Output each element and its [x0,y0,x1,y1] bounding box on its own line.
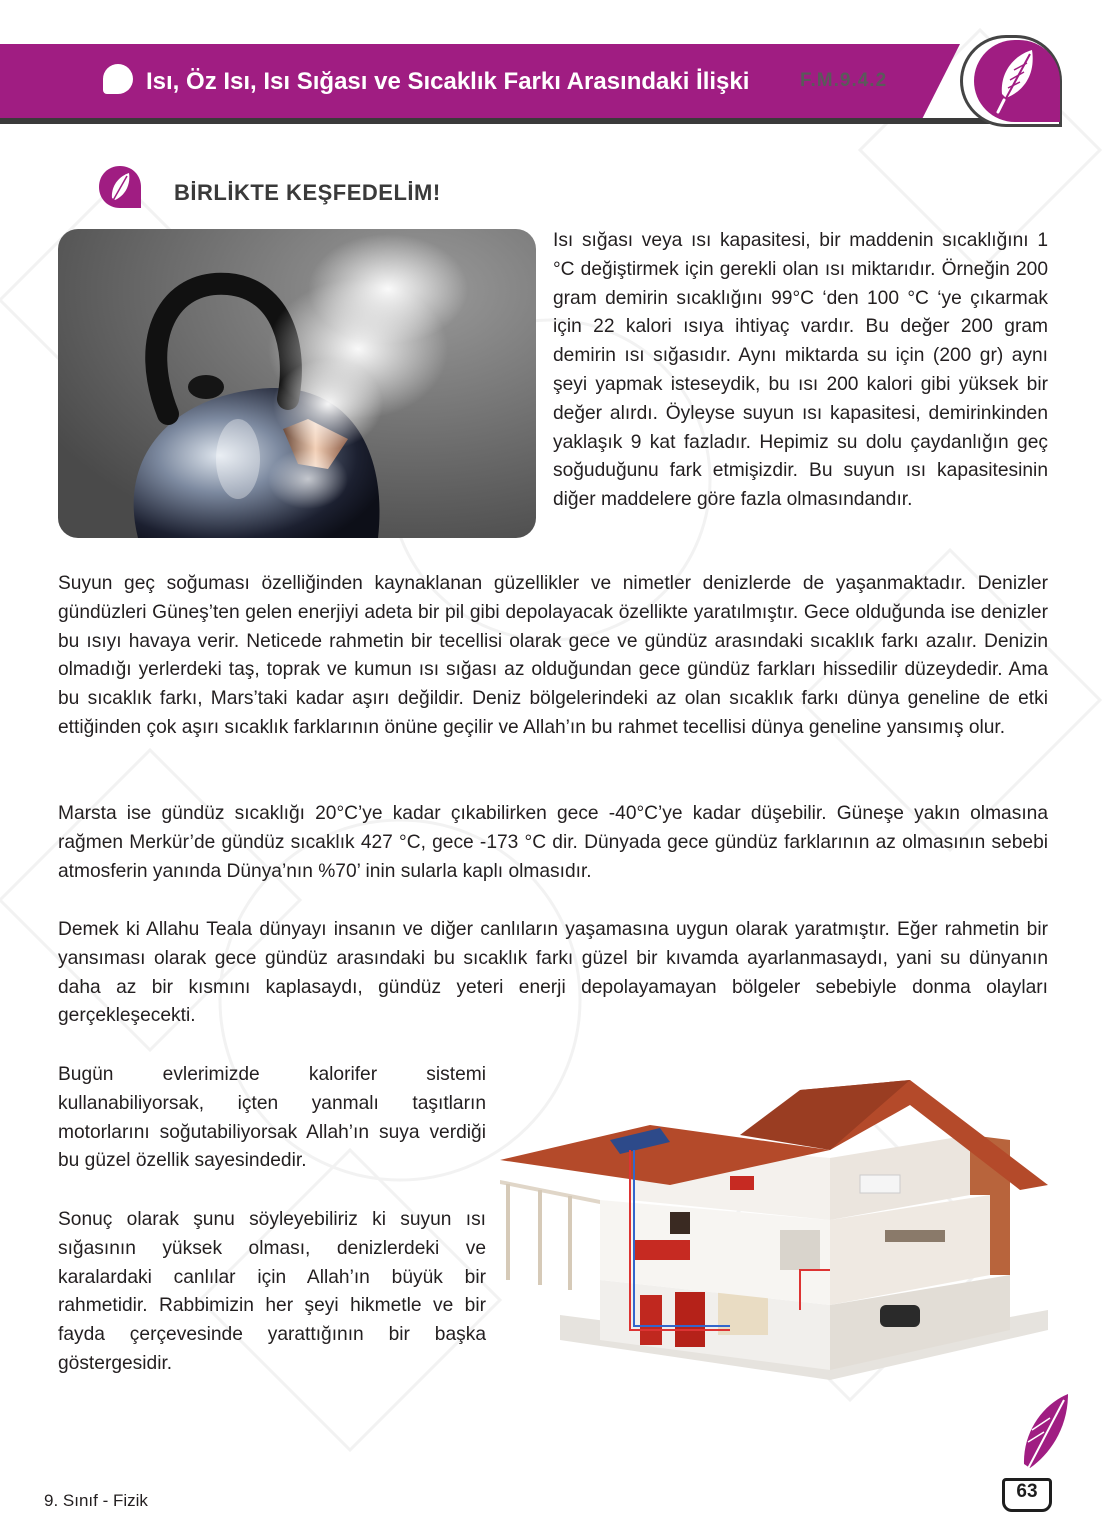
section-title: BİRLİKTE KEŞFEDELİM! [174,180,441,205]
course-label: 9. Sınıf - Fizik [44,1491,148,1510]
header-bullet-icon [103,64,133,94]
header-underline [0,118,1060,124]
page-number: 63 [1016,1481,1038,1502]
quill-feather-icon [992,48,1044,114]
steaming-kettle-image [58,229,536,538]
page-title: Isı, Öz Isı, Isı Sığası ve Sıcaklık Farkı Arasındaki İlişki [146,68,750,95]
paragraph-mars-mercury: Marsta ise gündüz sıcaklığı 20°C’ye kadar çıkabilirken gece -40°C’ye kadar düşebilir. Güneşe yakın olmasına rağmen Merkür’de gündüz sıcaklık 427 °C, gece -173 °C dir. Dünyada gece gündüz farklarının az olmasının sebebi atmosferin yanında Dünya’nın %70’ inin sularla kaplı olmasıdır. [58,803,1048,882]
paragraph-conclusion: Sonuç olarak şunu söyleyebiliriz ki suyun ısı sığasının yüksek olması, denizlerdeki ve karalardaki canlılar için Allah’ın büyük bir rahmetidir. Rabbimizin her şeyi hikmetle ve bir fayda çerçevesinde yarattığının bir başka göstergesidir. [58,1209,486,1374]
feather-icon [97,164,143,210]
curriculum-code: F.M.9.4.2 [800,70,888,91]
paragraph-seas: Suyun geç soğuması özelliğinden kaynaklanan güzellikler ve nimetler denizlerde de yaşanmaktadır. Denizler gündüzleri Güneş’ten gelen enerjiyi adeta bir pil gibi depolayacak özellikte yaratılmıştır. Gece olduğunda ise denizler bu ısıyı havaya verir. Neticede rahmetin bir tecellisi olarak gece ve gündüz arasındaki sıcaklık farkı azalır. Denizin olmadığı yerlerdeki taş, toprak ve kumun ısı sığası az olduğundan gece gündüz farkları hissedilir düzeydedir. Ama bu sıcaklık farkı, Mars’taki kadar aşırı değildir. Deniz bölgelerindeki az olan sıcaklık farkı dünya geneline de etki ettiğinden çok aşırı sıcaklık farklarının önüne geçilir ve Allah’ın bu rahmet tecellisi dünya geneline yansımış olur. [58,573,1048,738]
intro-paragraph: Isı sığası veya ısı kapasitesi, bir maddenin sıcaklığını 1 °C değiştirmek için gerekli olan ısı miktarıdır. Örneğin 200 gram demirin sıcaklığını 99°C ‘den 100 °C ‘ye çıkarmak için 22 kalori ısıya ihtiyaç vardır. Bu değer 200 gram demirin ısı sığasıdır. Aynı miktarda su için (200 gr) aynı şeyi yapmak isteseydik, bu ısı 200 kalori gibi yüksek bir değer alırdı. Öyleyse suyun ısı kapasitesi, demirinkinden yaklaşık 9 kat fazladır. Hepimiz su dolu çaydanlığın geç soğuduğunu fark etmişizdir. Bu suyun ısı kapasitesinin diğer maddelere göre fazla olmasındandır. [553,230,1048,511]
paragraph-heating: Bugün evlerimizde kalorifer sistemi kullanabiliyorsak, içten yanmalı taşıtların motorlarını soğutabiliyorsak Allah’ın suya verdiği bu güzel özellik sayesindedir. [58,1064,486,1172]
house-heating-cutaway-image [500,1080,1048,1390]
paragraph-creation: Demek ki Allahu Teala dünyayı insanın ve diğer canlıların yaşamasına uygun olarak yaratmıştır. Eğer rahmetin bir yansıması olarak gece gündüz arasındaki bu sıcaklık farkı güzel bir kıvamda ayarlanmasaydı, yani su dünyanın daha az bir kısmını kaplasaydı, gündüz yeteri enerji depolayamayan bölgeler sebebiyle donma olayları gerçekleşecekti. [58,919,1048,1027]
